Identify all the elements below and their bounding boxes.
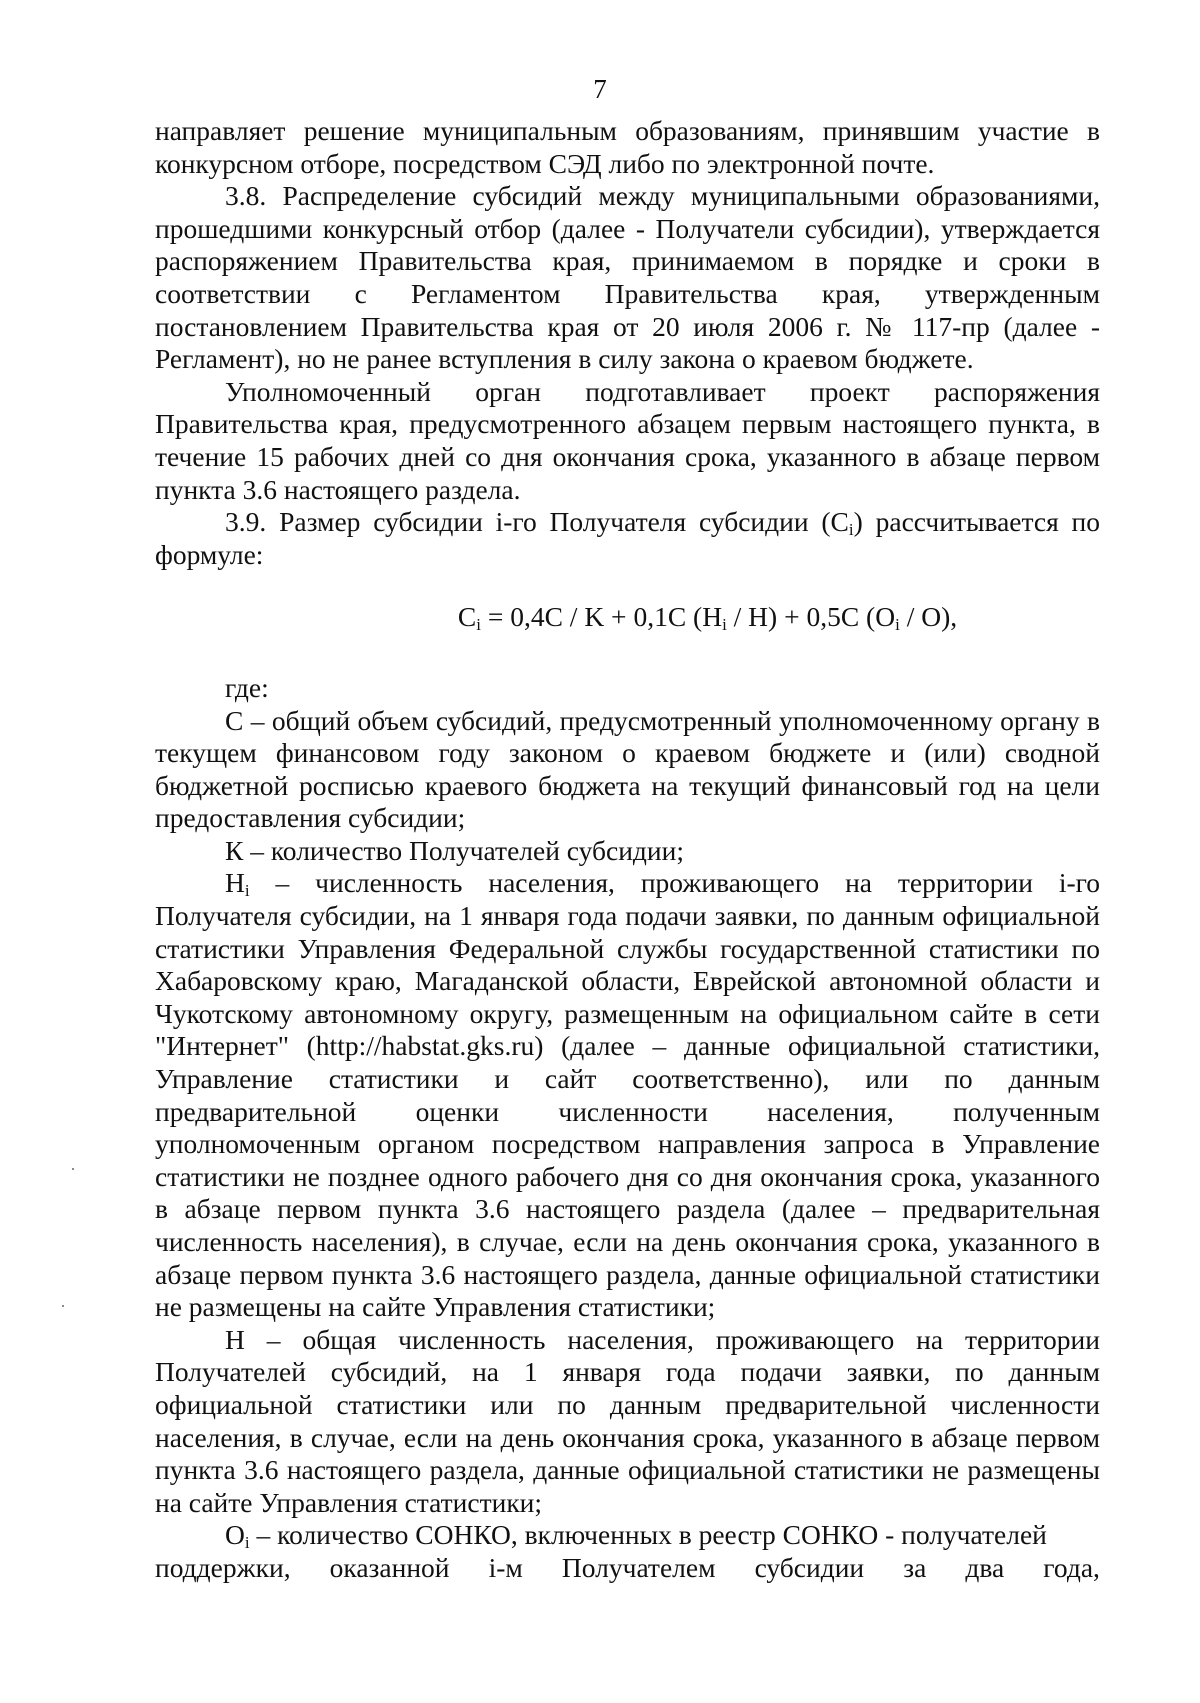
formula-part: / O), [899,601,958,633]
formula-part: / H) + 0,5C (O [726,601,896,633]
definition-hi [155,867,1100,1323]
tail-word: оказанной [329,1551,450,1583]
paragraph-authorized-body: Уполномоченный орган подготавливает проект распоряжения Правительства края, предусмотренного абзацем первым настоящего пункта, в течение 15 рабочих дней со дня окончания срока, указанного в абзаце первом пункта 3.6 настоящего раздела. [155,375,1100,505]
tail-word: Получателем [561,1551,716,1583]
page-number: 7 [593,74,607,104]
variable-letter: Н [225,867,245,899]
subsidy-formula [155,601,1100,634]
definition-text: – количество СОНКО, включенных в реестр СОНКО - получателей [249,1519,1047,1551]
tail-word: поддержки, [155,1551,291,1583]
formula-subscript: i [722,615,727,635]
definition-h: Н – общая численность населения, проживающего на территории Получателей субсидий, на 1 января года подачи заявки, по данным официальной статистики или по данным предварительной численности населения, в случае, если на день окончания срока, указанного в абзаце первом пункта 3.6 настоящего раздела, данные официальной статистики не размещены на сайте Управления статистики; [155,1323,1100,1518]
paragraph-where: где: [225,671,269,703]
definition-oi [155,1519,1100,1552]
paragraph-3-8: 3.8. Распределение субсидий между муниципальными образованиями, прошедшими конкурсный отбор (далее - Получатели субсидии), утверждается распоряжением Правительства края, принимаемом в порядке и сроки в соответствии с Регламентом Правительства края, утвержденным постановлением Правительства края от 20 июля 2006 г. № 117-пр (далее - Регламент), но не ранее вступления в силу закона о краевом бюджете. [155,180,1100,375]
formula-part: = 0,4C / K + 0,1C (H [480,601,723,633]
subscript-i: i [244,1533,250,1553]
formula-subscript: i [895,615,900,635]
tail-word: за [903,1551,927,1583]
text-fragment: 3.9. Размер субсидии i-го Получателя субсидии (C [225,506,849,538]
tail-word: субсидии [754,1551,865,1583]
definition-c: С – общий объем субсидий, предусмотренный уполномоченному органу в текущем финансовом году законом о краевом бюджете и (или) сводной бюджетной росписью краевого бюджета на текущий финансовый год на цели предоставления субсидии; [155,704,1100,834]
definition-text: – численность населения, проживающего на территории i-го Получателя субсидии, на 1 января года подачи заявки, по данным официальной статистики Управления Федеральной службы государственной статистики по Хабаровскому краю, Магаданской области, Еврейской автономной области и Чукотскому автономному округу, размещенным на официальном сайте в сети "Интернет" (http://habstat.gks.ru) (далее – данные официальной статистики, Управление статистики и сайт соответственно), или по данным предварительной оценки численности населения, полученным уполномоченным органом посредством направления запроса в Управление статистики не позднее одного рабочего дня со дня окончания срока, указанного в абзаце первом пункта 3.6 настоящего раздела (далее – предварительная численность населения), в случае, если на день окончания срока, указанного в абзаце первом пункта 3.6 настоящего раздела, данные официальной статистики не размещены на сайте Управления статистики; [155,867,1100,1323]
formula-part: C [457,601,477,633]
paragraph-continuation: направляет решение муниципальным образованиям, принявшим участие в конкурсном отборе, посредством СЭД либо по электронной почте. [155,115,1100,179]
variable-letter: О [225,1519,245,1551]
text-fragment: ) рассчитывается по формуле: [155,506,1100,570]
subscript-i: i [244,881,250,901]
definition-k: К – количество Получателей субсидии; [225,834,685,866]
scan-speck [62,1305,64,1307]
subscript-i: i [848,520,854,540]
definition-oi-last-line [155,1552,1100,1585]
tail-word: года, [1043,1551,1100,1583]
paragraph-3-9 [155,506,1100,571]
formula-subscript: i [476,615,481,635]
tail-word: i-м [488,1551,523,1583]
tail-word: два [965,1551,1005,1583]
document-body [155,115,1100,1585]
scan-speck [72,1168,74,1170]
